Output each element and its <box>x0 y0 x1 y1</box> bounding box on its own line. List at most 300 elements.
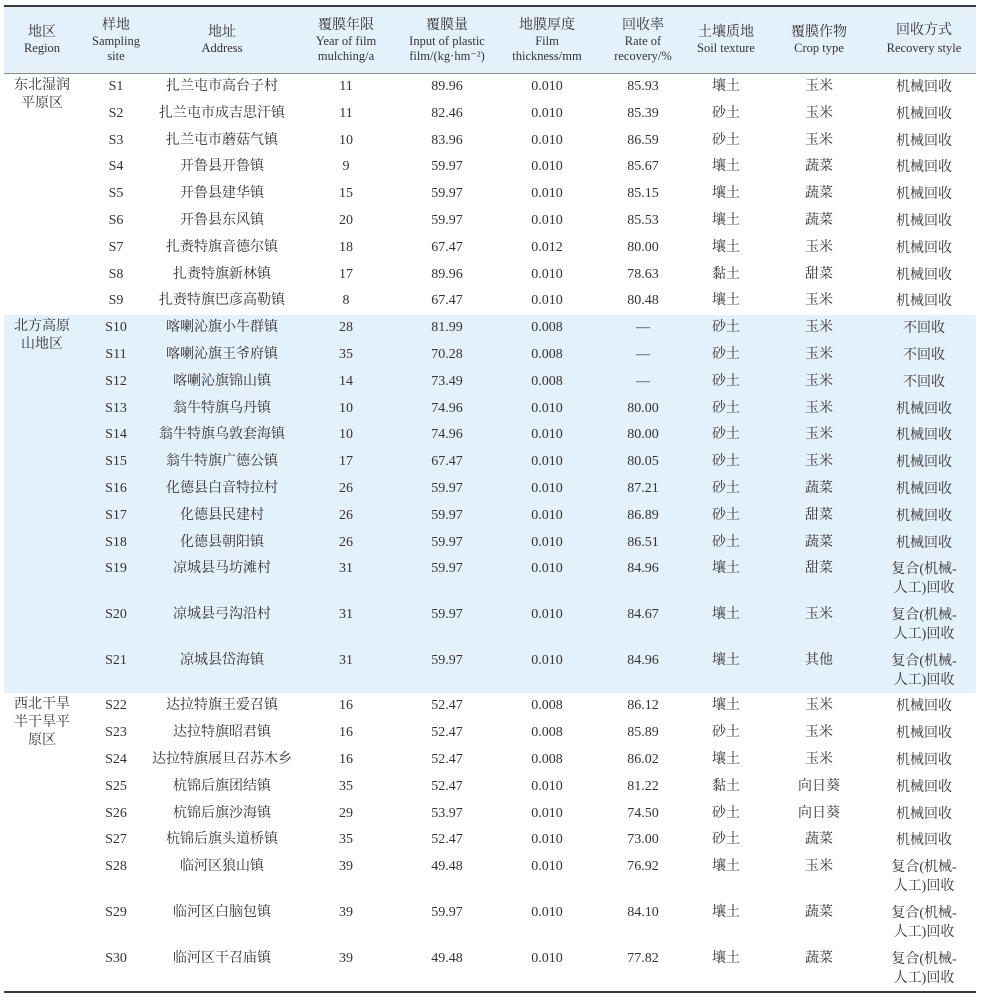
soil-cell: 壤土 <box>712 239 740 255</box>
year-cell: 35 <box>339 346 353 362</box>
table-row <box>80 315 976 342</box>
rate-cell: 74.50 <box>627 805 659 821</box>
crop-cell: 玉米 <box>805 725 833 741</box>
region-label <box>4 74 80 315</box>
rate-cell: 85.67 <box>627 159 659 175</box>
input-cell: 81.99 <box>431 320 463 336</box>
crop-cell: 玉米 <box>805 79 833 94</box>
table-row <box>80 154 976 181</box>
region-label <box>4 693 80 991</box>
recovery-cell <box>872 946 976 988</box>
header-recovery <box>872 7 976 73</box>
crop-cell: 甜菜 <box>805 561 833 577</box>
address-cell: 扎兰屯市蘑菇气镇 <box>166 132 278 148</box>
input-cell: 67.47 <box>431 293 463 309</box>
crop-cell: 玉米 <box>805 607 833 623</box>
site-cell: S18 <box>105 534 127 550</box>
year-cell: 28 <box>339 320 353 336</box>
crop-cell: 玉米 <box>805 698 833 714</box>
address-cell: 凉城县岱海镇 <box>180 652 264 668</box>
thickness-cell: 0.010 <box>531 561 563 577</box>
site-cell: S30 <box>105 950 127 966</box>
soil-cell: 壤土 <box>712 859 740 875</box>
input-cell: 70.28 <box>431 346 463 362</box>
year-cell: 9 <box>342 159 350 175</box>
site-cell: S12 <box>105 373 127 389</box>
address-cell: 喀喇沁旗小牛群镇 <box>166 320 278 336</box>
header-address-zh: 地址 <box>208 25 236 40</box>
soil-cell: 黏土 <box>712 266 740 282</box>
thickness-cell: 0.010 <box>531 293 563 309</box>
rate-cell: 84.96 <box>627 652 659 668</box>
header-crop-zh: 覆膜作物 <box>791 25 847 40</box>
address-cell: 翁牛特旗乌敦套海镇 <box>159 427 285 443</box>
thickness-cell: 0.008 <box>531 725 563 741</box>
crop-cell: 蔬菜 <box>805 904 833 920</box>
recovery-cell <box>872 854 976 896</box>
table-row <box>80 747 976 774</box>
header-site <box>80 7 152 73</box>
soil-cell: 砂土 <box>712 832 740 848</box>
header-rate-zh: 回收率 <box>622 17 664 33</box>
table-row <box>80 128 976 155</box>
rate-cell: 73.00 <box>627 832 659 848</box>
thickness-cell: 0.010 <box>531 805 563 821</box>
recovery-cell: 机械回收 <box>896 699 952 715</box>
crop-cell: 玉米 <box>805 752 833 767</box>
input-cell: 82.46 <box>431 105 463 121</box>
address-cell: 喀喇沁旗锦山镇 <box>173 373 271 389</box>
recovery-cell: 机械回收 <box>896 779 952 795</box>
year-cell: 20 <box>339 212 353 228</box>
site-cell: S5 <box>108 186 124 202</box>
thickness-cell: 0.010 <box>531 507 563 523</box>
recovery-cell: 机械回收 <box>896 481 952 497</box>
crop-cell: 玉米 <box>805 454 833 470</box>
region-label-line: 平原区 <box>21 96 63 111</box>
recovery-cell: 机械回收 <box>896 833 952 849</box>
site-cell: S28 <box>105 859 127 875</box>
site-cell: S23 <box>105 725 127 741</box>
region-group <box>4 74 976 315</box>
region-group <box>4 693 976 991</box>
input-cell: 74.96 <box>431 400 463 416</box>
year-cell: 39 <box>339 859 353 875</box>
recovery-line: 人工)回收 <box>893 672 955 688</box>
table-row <box>80 74 976 101</box>
region-rows <box>80 74 976 315</box>
table-row <box>80 181 976 208</box>
table-row <box>80 854 976 900</box>
thickness-cell: 0.010 <box>531 400 563 416</box>
soil-cell: 砂土 <box>712 805 740 821</box>
thickness-cell: 0.012 <box>531 239 563 255</box>
crop-cell: 甜菜 <box>805 266 833 282</box>
address-cell: 开鲁县东风镇 <box>180 212 264 228</box>
input-cell: 52.47 <box>431 725 463 741</box>
site-cell: S10 <box>105 320 127 336</box>
header-year-en-1: Year of film <box>315 33 377 48</box>
header-input <box>400 7 494 73</box>
recovery-cell: 机械回收 <box>896 806 952 822</box>
table-row <box>80 946 976 992</box>
thickness-cell: 0.010 <box>531 950 563 966</box>
crop-cell: 玉米 <box>805 400 833 416</box>
region-label <box>4 315 80 693</box>
site-cell: S29 <box>105 904 127 920</box>
address-cell: 翁牛特旗广德公镇 <box>166 454 278 470</box>
crop-cell: 玉米 <box>805 346 833 362</box>
input-cell: 53.97 <box>431 805 463 821</box>
thickness-cell: 0.010 <box>531 859 563 875</box>
crop-cell: 蔬菜 <box>805 186 833 202</box>
year-cell: 31 <box>339 607 353 623</box>
crop-cell: 甜菜 <box>805 507 833 523</box>
recovery-cell <box>872 900 976 942</box>
year-cell: 15 <box>339 186 353 202</box>
input-cell: 74.96 <box>431 427 463 443</box>
year-cell: 10 <box>339 400 353 416</box>
table-row <box>80 396 976 423</box>
crop-cell: 玉米 <box>805 859 833 875</box>
recovery-cell: 机械回收 <box>896 508 952 524</box>
region-label-line: 西北干旱 <box>14 697 70 713</box>
rate-cell: — <box>636 346 650 362</box>
site-cell: S7 <box>108 239 124 255</box>
input-cell: 89.96 <box>431 79 463 94</box>
header-rate-en-1: Rate of <box>624 33 662 48</box>
rate-cell: 81.22 <box>627 778 659 794</box>
table-row <box>80 476 976 503</box>
soil-cell: 壤土 <box>712 186 740 202</box>
table-row <box>80 422 976 449</box>
header-rate-en-2: recovery/% <box>614 48 672 63</box>
rate-cell: 80.05 <box>627 454 659 470</box>
thickness-cell: 0.010 <box>531 454 563 470</box>
thickness-cell: 0.008 <box>531 346 563 362</box>
rate-cell: 86.89 <box>627 507 659 523</box>
header-year <box>292 7 400 73</box>
input-cell: 59.97 <box>431 534 463 550</box>
input-cell: 59.97 <box>431 212 463 228</box>
address-cell: 扎兰屯市高台子村 <box>166 79 278 94</box>
recovery-cell: 机械回收 <box>896 535 952 551</box>
crop-cell: 玉米 <box>805 427 833 443</box>
site-cell: S19 <box>105 561 127 577</box>
address-cell: 扎赉特旗新林镇 <box>173 266 271 282</box>
site-cell: S26 <box>105 805 127 821</box>
crop-cell: 玉米 <box>805 293 833 309</box>
table-row <box>80 693 976 720</box>
recovery-cell: 机械回收 <box>896 753 952 768</box>
rate-cell: 86.02 <box>627 752 659 767</box>
input-cell: 89.96 <box>431 266 463 282</box>
thickness-cell: 0.008 <box>531 373 563 389</box>
year-cell: 26 <box>339 507 353 523</box>
rate-cell: 77.82 <box>627 950 659 966</box>
soil-cell: 黏土 <box>712 778 740 794</box>
rate-cell: 85.89 <box>627 725 659 741</box>
crop-cell: 向日葵 <box>798 805 840 821</box>
header-year-zh: 覆膜年限 <box>318 17 374 33</box>
soil-cell: 砂土 <box>712 400 740 416</box>
recovery-cell: 机械回收 <box>896 80 952 95</box>
input-cell: 52.47 <box>431 698 463 714</box>
input-cell: 49.48 <box>431 950 463 966</box>
header-soil-zh: 土壤质地 <box>698 25 754 40</box>
recovery-cell <box>872 648 976 690</box>
input-cell: 49.48 <box>431 859 463 875</box>
address-cell: 扎赉特旗音德尔镇 <box>166 239 278 255</box>
header-thickness <box>494 7 600 73</box>
site-cell: S22 <box>105 698 127 714</box>
header-address-en: Address <box>201 41 243 55</box>
soil-cell: 砂土 <box>712 534 740 550</box>
year-cell: 39 <box>339 904 353 920</box>
site-cell: S11 <box>105 346 127 362</box>
soil-cell: 壤土 <box>712 561 740 577</box>
rate-cell: 80.48 <box>627 293 659 309</box>
recovery-cell: 机械回收 <box>896 106 952 122</box>
recovery-cell: 机械回收 <box>896 187 952 203</box>
year-cell: 8 <box>342 293 350 309</box>
address-cell: 翁牛特旗乌丹镇 <box>173 400 271 416</box>
table-row <box>80 369 976 396</box>
thickness-cell: 0.010 <box>531 105 563 121</box>
recovery-line: 人工)回收 <box>893 970 955 986</box>
soil-cell: 砂土 <box>712 373 740 389</box>
year-cell: 31 <box>339 652 353 668</box>
recovery-cell <box>872 556 976 598</box>
rate-cell: 84.96 <box>627 561 659 577</box>
soil-cell: 壤土 <box>712 950 740 966</box>
recovery-cell: 机械回收 <box>896 213 952 229</box>
soil-cell: 壤土 <box>712 79 740 94</box>
year-cell: 29 <box>339 805 353 821</box>
site-cell: S3 <box>108 132 124 148</box>
header-thickness-zh: 地膜厚度 <box>519 17 575 33</box>
thickness-cell: 0.010 <box>531 266 563 282</box>
region-rows <box>80 315 976 693</box>
thickness-cell: 0.010 <box>531 652 563 668</box>
address-cell: 临河区干召庙镇 <box>173 950 271 966</box>
recovery-cell: 机械回收 <box>896 455 952 471</box>
rate-cell: 80.00 <box>627 239 659 255</box>
thickness-cell: 0.010 <box>531 186 563 202</box>
soil-cell: 壤土 <box>712 652 740 668</box>
soil-cell: 壤土 <box>712 698 740 714</box>
data-table <box>4 5 976 993</box>
header-rate <box>600 7 686 73</box>
region-label-line: 北方高原 <box>14 319 70 335</box>
table-row <box>80 530 976 557</box>
rate-cell: 84.10 <box>627 904 659 920</box>
year-cell: 16 <box>339 725 353 741</box>
rate-cell: 86.59 <box>627 132 659 148</box>
crop-cell: 其他 <box>805 652 833 668</box>
thickness-cell: 0.010 <box>531 480 563 496</box>
address-cell: 达拉特旗王爱召镇 <box>166 698 278 714</box>
table-row <box>80 235 976 262</box>
thickness-cell: 0.010 <box>531 607 563 623</box>
address-cell: 喀喇沁旗王爷府镇 <box>166 346 278 362</box>
crop-cell: 向日葵 <box>798 778 840 794</box>
year-cell: 35 <box>339 832 353 848</box>
header-site-en-2: site <box>107 48 125 63</box>
address-cell: 化德县朝阳镇 <box>180 534 264 550</box>
rate-cell: 76.92 <box>627 859 659 875</box>
site-cell: S4 <box>108 159 124 175</box>
recovery-line: 人工)回收 <box>893 581 955 597</box>
address-cell: 杭锦后旗团结镇 <box>173 778 271 794</box>
table-row <box>80 720 976 747</box>
input-cell: 52.47 <box>431 832 463 848</box>
soil-cell: 壤土 <box>712 212 740 228</box>
site-cell: S9 <box>108 293 124 309</box>
rate-cell: 80.00 <box>627 400 659 416</box>
address-cell: 凉城县弓沟沿村 <box>173 607 271 623</box>
recovery-cell: 机械回收 <box>896 401 952 417</box>
region-label-line: 山地区 <box>21 337 63 353</box>
crop-cell: 蔬菜 <box>805 534 833 550</box>
recovery-line: 复合(机械- <box>891 951 957 967</box>
soil-cell: 砂土 <box>712 346 740 362</box>
recovery-line: 复合(机械- <box>891 905 957 921</box>
region-rows <box>80 693 976 991</box>
rate-cell: 87.21 <box>627 480 659 496</box>
input-cell: 52.47 <box>431 778 463 794</box>
soil-cell: 壤土 <box>712 293 740 309</box>
rate-cell: 78.63 <box>627 266 659 282</box>
address-cell: 凉城县马坊滩村 <box>173 561 271 577</box>
address-cell: 达拉特旗昭君镇 <box>173 725 271 741</box>
recovery-cell: 机械回收 <box>896 428 952 444</box>
rate-cell: — <box>636 320 650 336</box>
region-label-line: 半干旱平 <box>14 715 70 731</box>
recovery-cell: 机械回收 <box>896 726 952 742</box>
rate-cell: 85.53 <box>627 212 659 228</box>
header-input-en-1: Input of plastic <box>409 33 485 48</box>
crop-cell: 玉米 <box>805 373 833 389</box>
input-cell: 67.47 <box>431 239 463 255</box>
table-row <box>80 503 976 530</box>
year-cell: 35 <box>339 778 353 794</box>
year-cell: 17 <box>339 266 353 282</box>
crop-cell: 玉米 <box>805 105 833 121</box>
soil-cell: 砂土 <box>712 132 740 148</box>
input-cell: 59.97 <box>431 607 463 623</box>
soil-cell: 砂土 <box>712 105 740 121</box>
input-cell: 59.97 <box>431 186 463 202</box>
soil-cell: 砂土 <box>712 507 740 523</box>
rate-cell: 84.67 <box>627 607 659 623</box>
year-cell: 31 <box>339 561 353 577</box>
address-cell: 杭锦后旗头道桥镇 <box>166 832 278 848</box>
thickness-cell: 0.008 <box>531 320 563 336</box>
recovery-line: 复合(机械- <box>891 562 957 578</box>
recovery-cell: 机械回收 <box>896 240 952 256</box>
recovery-cell <box>872 602 976 644</box>
recovery-cell: 机械回收 <box>896 160 952 176</box>
header-crop <box>766 7 872 73</box>
header-thickness-en-2: thickness/mm <box>512 48 582 63</box>
soil-cell: 砂土 <box>712 454 740 470</box>
crop-cell: 玉米 <box>805 239 833 255</box>
header-address <box>152 7 292 73</box>
soil-cell: 砂土 <box>712 427 740 443</box>
input-cell: 67.47 <box>431 454 463 470</box>
rate-cell: 85.39 <box>627 105 659 121</box>
site-cell: S20 <box>105 607 127 623</box>
table-row <box>80 774 976 801</box>
site-cell: S8 <box>108 266 124 282</box>
recovery-line: 人工)回收 <box>893 879 955 895</box>
site-cell: S1 <box>108 79 124 94</box>
input-cell: 59.97 <box>431 904 463 920</box>
thickness-cell: 0.010 <box>531 132 563 148</box>
site-cell: S13 <box>105 400 127 416</box>
site-cell: S16 <box>105 480 127 496</box>
table-row <box>80 900 976 946</box>
input-cell: 73.49 <box>431 373 463 389</box>
crop-cell: 玉米 <box>805 320 833 336</box>
recovery-line: 人工)回收 <box>893 627 955 643</box>
address-cell: 开鲁县建华镇 <box>180 186 264 202</box>
recovery-cell: 机械回收 <box>896 133 952 149</box>
recovery-line: 复合(机械- <box>891 860 957 876</box>
year-cell: 10 <box>339 132 353 148</box>
thickness-cell: 0.010 <box>531 534 563 550</box>
address-cell: 临河区狼山镇 <box>180 859 264 875</box>
year-cell: 18 <box>339 239 353 255</box>
address-cell: 化德县民建村 <box>180 507 264 523</box>
table-row <box>80 288 976 315</box>
soil-cell: 砂土 <box>712 725 740 741</box>
header-crop-en: Crop type <box>794 41 844 55</box>
crop-cell: 玉米 <box>805 132 833 148</box>
rate-cell: 80.00 <box>627 427 659 443</box>
header-input-zh: 覆膜量 <box>426 17 468 33</box>
table-row <box>80 801 976 828</box>
year-cell: 10 <box>339 427 353 443</box>
region-label-line: 东北湿润 <box>14 78 70 93</box>
recovery-line: 复合(机械- <box>891 653 957 669</box>
site-cell: S6 <box>108 212 124 228</box>
header-year-en-2: mulching/a <box>317 48 375 63</box>
recovery-line: 复合(机械- <box>891 608 957 624</box>
table-header <box>4 7 976 74</box>
recovery-cell: 机械回收 <box>896 267 952 283</box>
table-row <box>80 648 976 694</box>
table-row <box>80 556 976 602</box>
address-cell: 达拉特旗展旦召苏木乡 <box>152 752 292 767</box>
table-row <box>80 101 976 128</box>
address-cell: 开鲁县开鲁镇 <box>180 159 264 175</box>
thickness-cell: 0.010 <box>531 212 563 228</box>
input-cell: 59.97 <box>431 652 463 668</box>
soil-cell: 壤土 <box>712 159 740 175</box>
input-cell: 59.97 <box>431 507 463 523</box>
year-cell: 26 <box>339 534 353 550</box>
site-cell: S24 <box>105 752 127 767</box>
thickness-cell: 0.010 <box>531 778 563 794</box>
rate-cell: 86.51 <box>627 534 659 550</box>
recovery-cell: 不回收 <box>903 321 945 337</box>
crop-cell: 蔬菜 <box>805 212 833 228</box>
address-cell: 化德县白音特拉村 <box>166 480 278 496</box>
recovery-cell: 不回收 <box>903 374 945 390</box>
header-soil-en: Soil texture <box>697 41 755 55</box>
